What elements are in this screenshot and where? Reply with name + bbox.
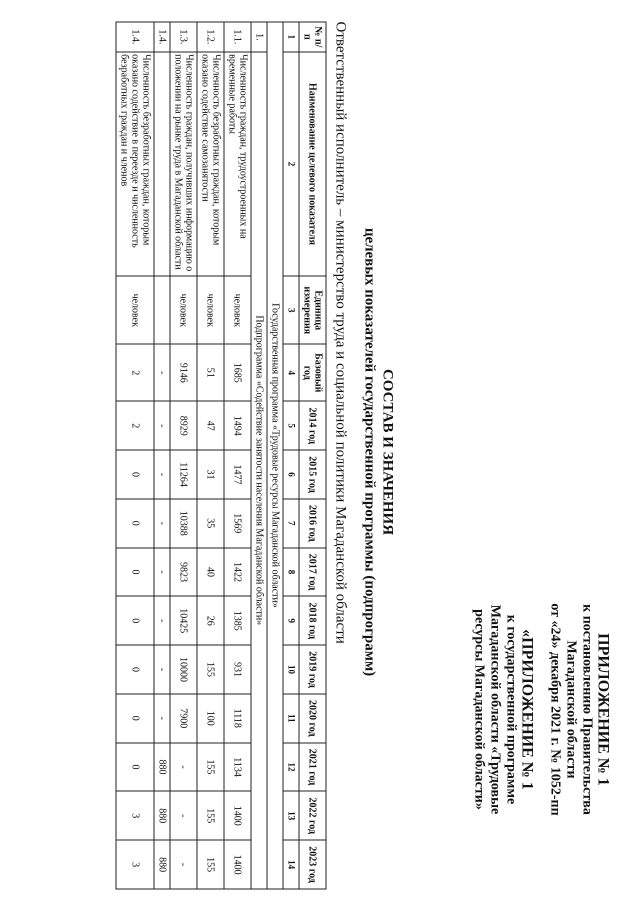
value-cell: - bbox=[154, 401, 170, 450]
column-number: 13 bbox=[283, 791, 299, 840]
column-number: 5 bbox=[283, 401, 299, 450]
document-page bbox=[1, 0, 640, 905]
value-cell: - bbox=[154, 645, 170, 694]
appendix-line: к постановлению Правительства bbox=[579, 604, 595, 815]
table-row bbox=[116, 22, 154, 889]
header-cell: 2016 год bbox=[299, 499, 326, 548]
table-row bbox=[170, 22, 197, 889]
value-cell: - bbox=[154, 548, 170, 597]
value-cell: 31 bbox=[197, 450, 224, 499]
table-header-row bbox=[299, 22, 326, 889]
value-cell: 9146 bbox=[170, 344, 197, 401]
unit-cell: человек bbox=[224, 276, 251, 344]
column-number: 10 bbox=[283, 645, 299, 694]
value-cell: - bbox=[170, 840, 197, 889]
header-cell: 2017 год bbox=[299, 548, 326, 597]
value-cell: 155 bbox=[197, 791, 224, 840]
column-number: 1 bbox=[283, 22, 299, 52]
column-number-row bbox=[283, 22, 299, 889]
value-cell: 1477 bbox=[224, 450, 251, 499]
header-cell: Единица измерения bbox=[299, 276, 326, 344]
value-cell: - bbox=[154, 499, 170, 548]
value-cell: 40 bbox=[197, 548, 224, 597]
program-row bbox=[267, 22, 283, 889]
column-number: 11 bbox=[283, 694, 299, 743]
header-cell: Базовый год bbox=[299, 344, 326, 401]
appendix-line: Магаданской области bbox=[563, 640, 579, 779]
value-cell: 880 bbox=[154, 791, 170, 840]
indicator-name: Численность безработных граждан, которым оказано содействие самозанятости bbox=[197, 52, 224, 277]
value-cell: 9823 bbox=[170, 548, 197, 597]
indicator-name: Численность граждан, получивших информацию о положении на рынке труда в Магаданской области bbox=[170, 52, 197, 277]
value-cell: 880 bbox=[154, 743, 170, 792]
row-number: 1.2. bbox=[197, 22, 224, 52]
value-cell: 1134 bbox=[224, 743, 251, 792]
value-cell: - bbox=[170, 791, 197, 840]
value-cell: 0 bbox=[116, 743, 154, 792]
value-cell: 51 bbox=[197, 344, 224, 401]
appendix-title: ПРИЛОЖЕНИЕ № 1 bbox=[594, 633, 612, 786]
row-number: 1.4. bbox=[154, 22, 170, 52]
document-title bbox=[361, 0, 397, 905]
value-cell: 0 bbox=[116, 645, 154, 694]
value-cell: - bbox=[170, 743, 197, 792]
header-cell: 2018 год bbox=[299, 596, 326, 645]
value-cell: 1400 bbox=[224, 791, 251, 840]
row-number: 1.1. bbox=[224, 22, 251, 52]
header-cell: 2014 год bbox=[299, 401, 326, 450]
column-number: 6 bbox=[283, 450, 299, 499]
indicator-name bbox=[154, 52, 170, 277]
header-cell: 2020 год bbox=[299, 694, 326, 743]
subprogram-title: Подпрограмма «Содействие занятости населения Магаданской области» bbox=[251, 52, 267, 889]
row-number: 1.4. bbox=[116, 22, 154, 52]
row-number: 1.3. bbox=[170, 22, 197, 52]
unit-cell: человек bbox=[170, 276, 197, 344]
value-cell: 11264 bbox=[170, 450, 197, 499]
appendix-decree-date: от «24» декабря 2021 г. № 1052-пп bbox=[547, 603, 563, 816]
value-cell: 8929 bbox=[170, 401, 197, 450]
value-cell: 931 bbox=[224, 645, 251, 694]
value-cell: 0 bbox=[116, 694, 154, 743]
header-cell: 2023 год bbox=[299, 840, 326, 889]
value-cell: 3 bbox=[116, 840, 154, 889]
column-number: 12 bbox=[283, 743, 299, 792]
subprogram-row bbox=[251, 22, 267, 889]
value-cell: 26 bbox=[197, 596, 224, 645]
value-cell: 155 bbox=[197, 840, 224, 889]
value-cell: 1569 bbox=[224, 499, 251, 548]
value-cell: 100 bbox=[197, 694, 224, 743]
value-cell: 3 bbox=[116, 791, 154, 840]
value-cell: 47 bbox=[197, 401, 224, 450]
value-cell: 155 bbox=[197, 645, 224, 694]
column-number: 8 bbox=[283, 548, 299, 597]
value-cell: - bbox=[154, 344, 170, 401]
value-cell: 0 bbox=[116, 450, 154, 499]
appendix-line: Магаданской области «Трудовые bbox=[487, 604, 503, 815]
unit-cell: человек bbox=[197, 276, 224, 344]
value-cell: 880 bbox=[154, 840, 170, 889]
appendix-title: «ПРИЛОЖЕНИЕ № 1 bbox=[518, 629, 536, 790]
header-cell: 2022 год bbox=[299, 791, 326, 840]
value-cell: 0 bbox=[116, 499, 154, 548]
header-cell: № п/п bbox=[299, 22, 326, 52]
value-cell: 1494 bbox=[224, 401, 251, 450]
table-row bbox=[197, 22, 224, 889]
unit-cell bbox=[154, 276, 170, 344]
value-cell: 1685 bbox=[224, 344, 251, 401]
unit-cell: человек bbox=[116, 276, 154, 344]
column-number: 3 bbox=[283, 276, 299, 344]
value-cell: - bbox=[154, 596, 170, 645]
title-line: целевых показателей государственной программы (подпрограмм) bbox=[361, 227, 378, 677]
subprogram-number: 1. bbox=[251, 22, 267, 52]
column-number: 7 bbox=[283, 499, 299, 548]
executor-line: Ответственный исполнитель – министерство труда и социальной политики Магаданской области bbox=[332, 21, 349, 644]
indicator-name: Численность граждан, трудоустроенных на временные работы bbox=[224, 52, 251, 277]
header-cell: Наименование целевого показателя bbox=[299, 52, 326, 277]
value-cell: 35 bbox=[197, 499, 224, 548]
title-line: СОСТАВ И ЗНАЧЕНИЯ bbox=[379, 368, 396, 536]
value-cell: 1385 bbox=[224, 596, 251, 645]
indicator-name: Численность безработных граждан, которым оказано содействие в переезде и численность безработных граждан и членов bbox=[116, 52, 154, 277]
indicator-rows bbox=[116, 22, 251, 889]
appendix-line: ресурсы Магаданской области» bbox=[471, 609, 487, 810]
value-cell: 155 bbox=[197, 743, 224, 792]
value-cell: 1400 bbox=[224, 840, 251, 889]
header-cell: 2015 год bbox=[299, 450, 326, 499]
value-cell: 2 bbox=[116, 401, 154, 450]
column-number: 9 bbox=[283, 596, 299, 645]
column-number: 14 bbox=[283, 840, 299, 889]
header-cell: 2019 год bbox=[299, 645, 326, 694]
value-cell: 1422 bbox=[224, 548, 251, 597]
value-cell: - bbox=[154, 450, 170, 499]
value-cell: 10388 bbox=[170, 499, 197, 548]
value-cell: 0 bbox=[116, 548, 154, 597]
appendix-line: к государственной программе bbox=[503, 614, 519, 805]
table-row bbox=[154, 22, 170, 889]
value-cell: 10000 bbox=[170, 645, 197, 694]
column-number: 2 bbox=[283, 52, 299, 277]
appendix-header bbox=[471, 555, 611, 865]
value-cell: 2 bbox=[116, 344, 154, 401]
header-cell: 2021 год bbox=[299, 743, 326, 792]
value-cell: 1118 bbox=[224, 694, 251, 743]
indicators-table bbox=[116, 22, 327, 890]
value-cell: 7900 bbox=[170, 694, 197, 743]
column-number: 4 bbox=[283, 344, 299, 401]
program-title: Государственная программа «Трудовые ресурсы Магаданской области» bbox=[267, 22, 283, 889]
value-cell: 10425 bbox=[170, 596, 197, 645]
table-row bbox=[224, 22, 251, 889]
value-cell: 0 bbox=[116, 596, 154, 645]
value-cell: - bbox=[154, 694, 170, 743]
